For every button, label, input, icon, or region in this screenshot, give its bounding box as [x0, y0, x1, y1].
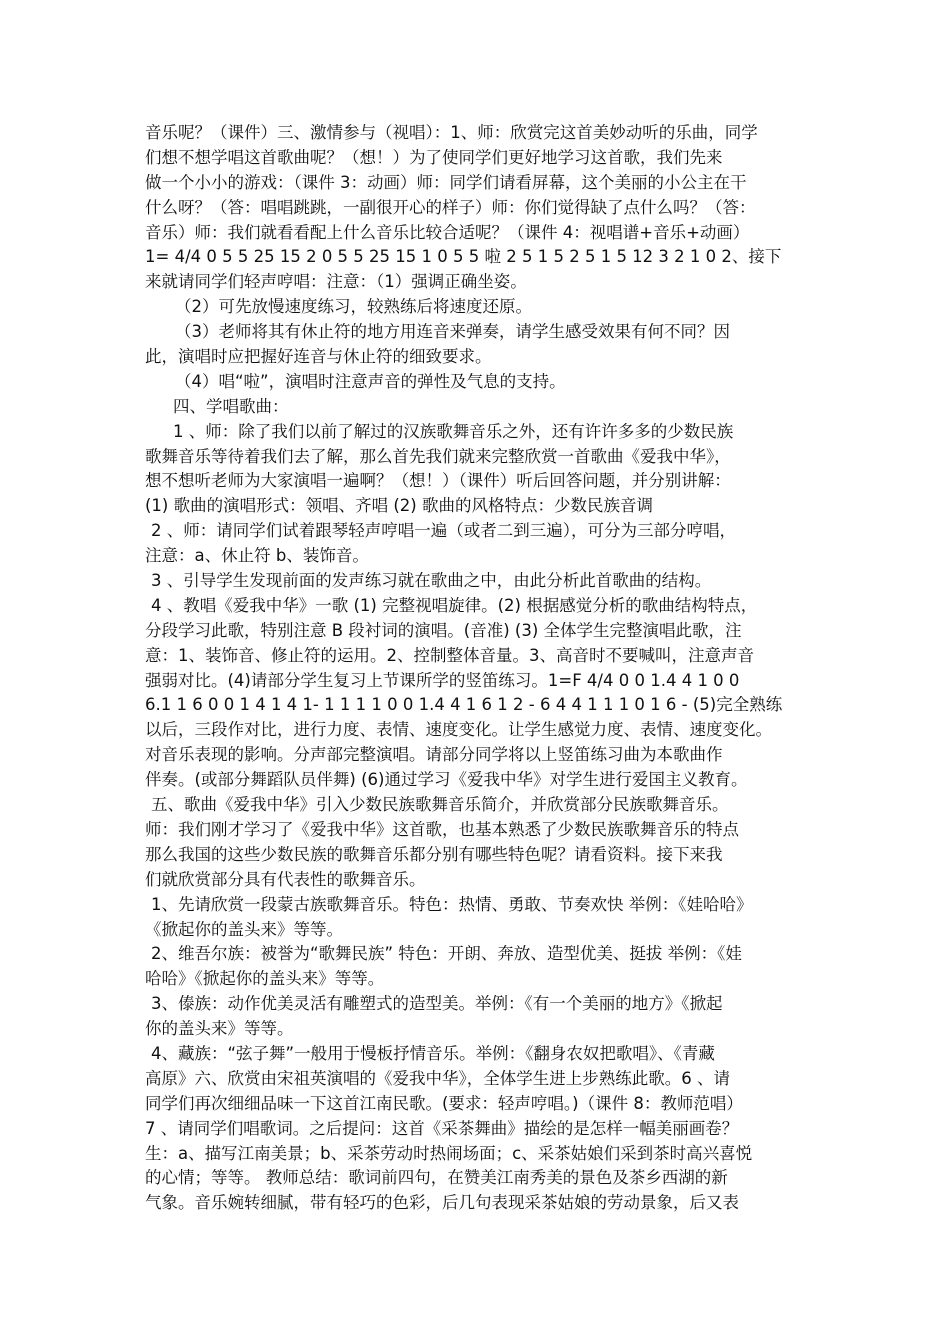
text-line: 6.1 1 6 0 0 1 4 1 4 1- 1 1 1 1 0 0 1.4 4 1 6 1 2 - 6 4 4 1 1 1 0 1 6 - (5)完全熟练	[145, 695, 783, 715]
text-line: 此，演唱时应把握好连音与休止符的细致要求。	[145, 347, 492, 367]
text-line: 想不想听老师为大家演唱一遍啊？（想！）（课件）听后回答问题，并分别讲解：	[145, 471, 731, 491]
text-line: 强弱对比。(4)请部分学生复习上节课所学的竖笛练习。1=F 4/4 0 0 1.4 4 1 0 0	[145, 670, 740, 690]
document-body	[145, 121, 815, 1216]
text-line: 3、傣族：动作优美灵活有雕塑式的造型美。举例：《有一个美丽的地方》《掀起	[151, 994, 723, 1014]
text-line: 意：1、装饰音、修止符的运用。2、控制整体音量。3、高音时不要喊叫，注意声音	[145, 645, 754, 665]
text-line: 4、藏族：“弦子舞”一般用于慢板抒情音乐。举例：《翻身农奴把歌唱》、《青藏	[151, 1043, 715, 1063]
text-line: 们想不想学唱这首歌曲呢？（想！）为了使同学们更好地学习这首歌，我们先来	[145, 147, 723, 167]
text-line: 的心情；等等。 教师总结：歌词前四句，在赞美江南秀美的景色及茶乡西湖的新	[145, 1168, 728, 1188]
text-line: 1= 4/4 0 5 5 25 15 2 0 5 5 25 15 1 0 5 5 啦 2 5 1 5 2 5 1 5 12 3 2 1 0 2、接下	[145, 247, 782, 267]
text-line: 歌舞音乐等待着我们去了解，那么首先我们就来完整欣赏一首歌曲《爱我中华》，	[145, 446, 731, 466]
text-line: 来就请同学们轻声哼唱：注意：（1）强调正确坐姿。	[145, 272, 527, 292]
text-line: 做一个小小的游戏：（课件 3：动画）师：同学们请看屏幕，这个美丽的小公主在干	[145, 172, 747, 192]
text-line: 什么呀？（答：唱唱跳跳，一副很开心的样子）师：你们觉得缺了点什么吗？（答：	[145, 197, 756, 217]
text-line: 2、维吾尔族：被誉为“歌舞民族” 特色：开朗、奔放、造型优美、挺拔 举例：《娃	[151, 944, 742, 964]
text-line: 那么我国的这些少数民族的歌舞音乐都分别有哪些特色呢？请看资料。接下来我	[145, 844, 723, 864]
text-line: （4）唱“啦”，演唱时注意声音的弹性及气息的支持。	[175, 371, 566, 391]
text-line: 3 、引导学生发现前面的发声练习就在歌曲之中，由此分析此首歌曲的结构。	[151, 571, 712, 591]
text-line: 四、学唱歌曲：	[173, 396, 289, 416]
text-line: 哈哈》《掀起你的盖头来》等等。	[145, 969, 385, 989]
text-line: （3）老师将其有休止符的地方用连音来弹奏，请学生感受效果有何不同？因	[175, 322, 730, 342]
text-line: 音乐）师：我们就看看配上什么音乐比较合适呢？（课件 4：视唱谱+音乐+动画）	[145, 222, 750, 242]
text-line: 1、先请欣赏一段蒙古族歌舞音乐。特色：热情、勇敢、节奏欢快 举例：《娃哈哈》	[151, 894, 753, 914]
text-line: 对音乐表现的影响。分声部完整演唱。请部分同学将以上竖笛练习曲为本歌曲作	[145, 745, 723, 765]
text-line: 高原》六、欣赏由宋祖英演唱的《爱我中华》，全体学生进上步熟练此歌。6 、请	[145, 1068, 730, 1088]
text-line: 7 、请同学们唱歌词。之后提问：这首《采茶舞曲》描绘的是怎样一幅美丽画卷？	[145, 1118, 739, 1138]
text-line: 同学们再次细细品味一下这首江南民歌。(要求：轻声哼唱。)（课件 8：教师范唱）	[145, 1093, 743, 1113]
text-line: 分段学习此歌，特别注意 B 段衬词的演唱。(音准) (3) 全体学生完整演唱此歌，注	[145, 620, 742, 640]
text-line: 生：a、描写江南美景；b、采茶劳动时热闹场面；c、采茶姑娘们采到茶时高兴喜悦	[145, 1143, 753, 1163]
text-line: (1) 歌曲的演唱形式：领唱、齐唱 (2) 歌曲的风格特点：少数民族音调	[145, 496, 653, 516]
text-line: 师：我们刚才学习了《爱我中华》这首歌，也基本熟悉了少数民族歌舞音乐的特点	[145, 819, 739, 839]
text-line: 注意：a、休止符 b、装饰音。	[145, 546, 369, 566]
text-line: 《掀起你的盖头来》等等。	[145, 919, 343, 939]
text-line: 音乐呢？（课件）三、激情参与（视唱）：1、师：欣赏完这首美妙动听的乐曲，同学	[145, 123, 758, 142]
text-line: 以后，三段作对比，进行力度、表情、速度变化。让学生感觉力度、表情、速度变化。	[145, 720, 772, 740]
text-line: （2）可先放慢速度练习，较熟练后将速度还原。	[175, 297, 532, 317]
text-line: 你的盖头来》等等。	[145, 1019, 294, 1039]
text-line: 伴奏。(或部分舞蹈队员伴舞) (6)通过学习《爱我中华》对学生进行爱国主义教育。	[145, 770, 748, 790]
text-line: 1 、师：除了我们以前了解过的汉族歌舞音乐之外，还有许许多多的少数民族	[173, 421, 734, 441]
text-line: 们就欣赏部分具有代表性的歌舞音乐。	[145, 869, 426, 889]
text-line: 2 、师：请同学们试着跟琴轻声哼唱一遍（或者二到三遍），可分为三部分哼唱，	[151, 521, 736, 541]
text-line: 4 、教唱《爱我中华》一歌 (1) 完整视唱旋律。(2) 根据感觉分析的歌曲结构特点，	[151, 595, 758, 615]
text-line: 五、歌曲《爱我中华》引入少数民族歌舞音乐简介，并欣赏部分民族歌舞音乐。	[151, 795, 729, 815]
text-line: 气象。音乐婉转细腻，带有轻巧的色彩，后几句表现采茶姑娘的劳动景象，后又表	[145, 1193, 739, 1213]
